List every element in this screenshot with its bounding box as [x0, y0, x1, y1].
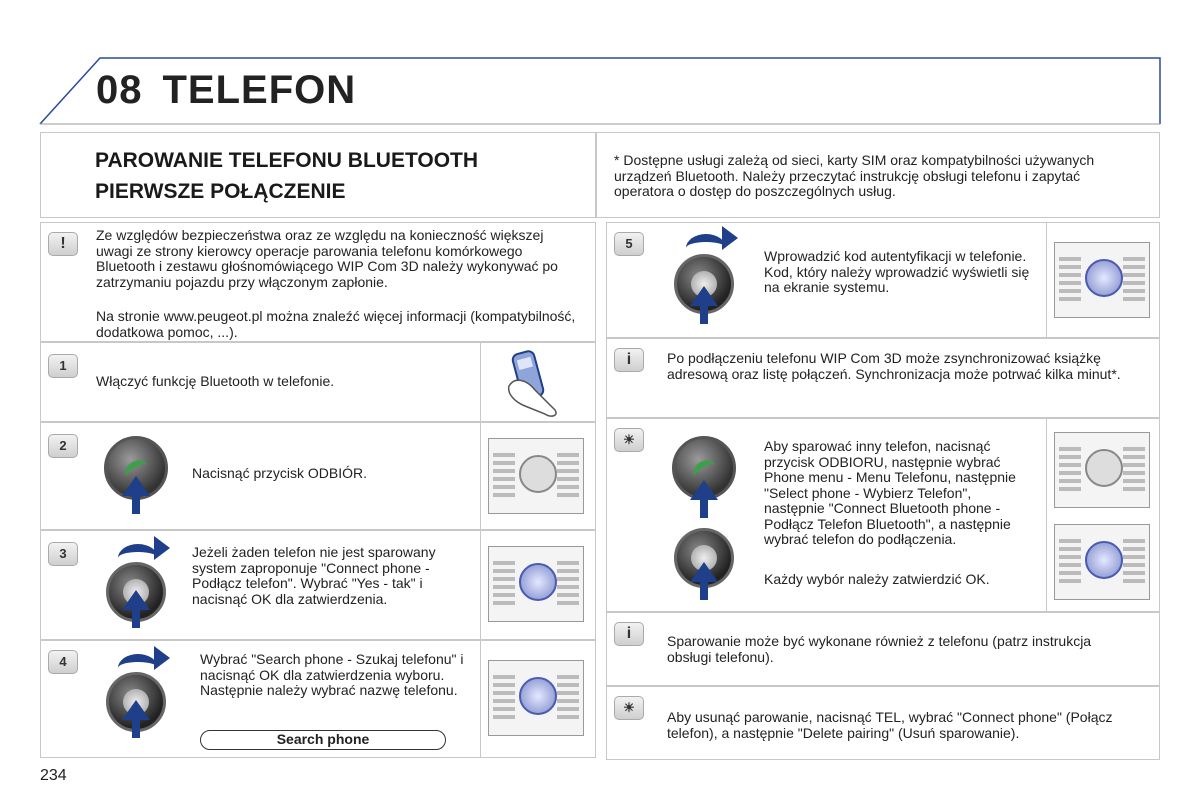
step-2-text: Nacisnąć przycisk ODBIÓR. [192, 465, 368, 481]
up-arrow-stem [132, 496, 140, 514]
up-arrow-icon [690, 480, 718, 500]
chapter-number: 08 [96, 68, 143, 112]
step-4-badge: 4 [48, 650, 78, 674]
up-arrow-icon [690, 562, 718, 582]
mobile-phone-hand-icon [505, 346, 575, 418]
tip-1-text: Aby sparować inny telefon, nacisnąć przycisk ODBIORU, następnie wybrać Phone menu - Menu Telefonu, następnie "Select phone - Wybierz Telefon", następnie "Connect Bluetooth phone - Podłącz Telefon Bluetooth", a następnie wybrać telefon do podłączenia. [764, 438, 1016, 547]
radio-panel-icon [488, 438, 584, 514]
radio-panel-icon [1054, 242, 1150, 318]
section-title-line1: PAROWANIE TELEFONU BLUETOOTH [95, 149, 479, 172]
info-1-badge: i [614, 348, 644, 372]
tip-2-badge: ☀ [614, 696, 644, 720]
up-arrow-icon [122, 700, 150, 720]
info-1-text: Po podłączeniu telefonu WIP Com 3D może zsynchronizować książkę adresową oraz listę połączeń. Synchronizacja może potrwać kilka minut*. [667, 350, 1121, 382]
step-5-text: Wprowadzić kod autentyfikacji w telefonie. Kod, który należy wprowadzić wyświetli się na ekranie systemu. [764, 248, 1030, 295]
step-3-badge: 3 [48, 542, 78, 566]
up-arrow-stem [700, 500, 708, 518]
info-2-badge: i [614, 622, 644, 646]
up-arrow-stem [700, 306, 708, 324]
search-phone-label: Search phone [200, 730, 446, 750]
warning-badge: ! [48, 232, 78, 256]
radio-panel-icon [488, 660, 584, 736]
step-1-badge: 1 [48, 354, 78, 378]
step-1-text: Włączyć funkcję Bluetooth w telefonie. [96, 373, 335, 389]
tip-1-badge: ☀ [614, 428, 644, 452]
up-arrow-stem [132, 720, 140, 738]
tip-2-text: Aby usunąć parowanie, nacisnąć TEL, wybrać "Connect phone" (Połącz telefon), a następnie "Delete pairing" (Usuń sparowanie). [667, 709, 1113, 741]
warning-link-text: Na stronie www.peugeot.pl można znaleźć więcej informacji (kompatybilność, dodatkowa pomoc, ...). [96, 308, 576, 340]
up-arrow-icon [122, 476, 150, 496]
up-arrow-stem [700, 582, 708, 600]
radio-panel-icon [1054, 524, 1150, 600]
info-2-text: Sparowanie może być wykonane również z telefonu (patrz instrukcja obsługi telefonu). [667, 633, 1092, 665]
tip-1-confirm-text: Każdy wybór należy zatwierdzić OK. [764, 571, 990, 587]
chapter-heading [96, 68, 376, 113]
page-number: 234 [40, 767, 67, 784]
chapter-title: TELEFON [162, 68, 357, 112]
step-2-badge: 2 [48, 434, 78, 458]
radio-panel-icon [1054, 432, 1150, 508]
section-title-line2: PIERWSZE POŁĄCZENIE [95, 180, 346, 203]
up-arrow-stem [132, 610, 140, 628]
radio-panel-icon [488, 546, 584, 622]
warning-text: Ze względów bezpieczeństwa oraz ze względu na konieczność większej uwagi ze strony kierowcy operacje parowania telefonu komórkowego Bluetooth i zestawu głośnomówiącego WIP Com 3D należy wykonywać po zatrzymaniu pojazdu przy włączonym zapłonie. [96, 227, 558, 290]
up-arrow-icon [122, 590, 150, 610]
step-4-text: Wybrać "Search phone - Szukaj telefonu" i nacisnąć OK dla zatwierdzenia wyboru. Następnie należy wybrać nazwę telefonu. [200, 651, 464, 698]
up-arrow-icon [690, 286, 718, 306]
step-3-text: Jeżeli żaden telefon nie jest sparowany system zaproponuje "Connect phone - Podłącz telefon". Wybrać "Yes - tak" i nacisnąć OK dla zatwierdzenia. [192, 544, 436, 607]
step-5-badge: 5 [614, 232, 644, 256]
section-title [95, 145, 478, 207]
footnote-text: * Dostępne usługi zależą od sieci, karty SIM oraz kompatybilności używanych urządzeń Bluetooth. Należy przeczytać instrukcję obsługi telefonu i zapytać operatora o dostęp do poszczególnych usług. [614, 152, 1095, 199]
